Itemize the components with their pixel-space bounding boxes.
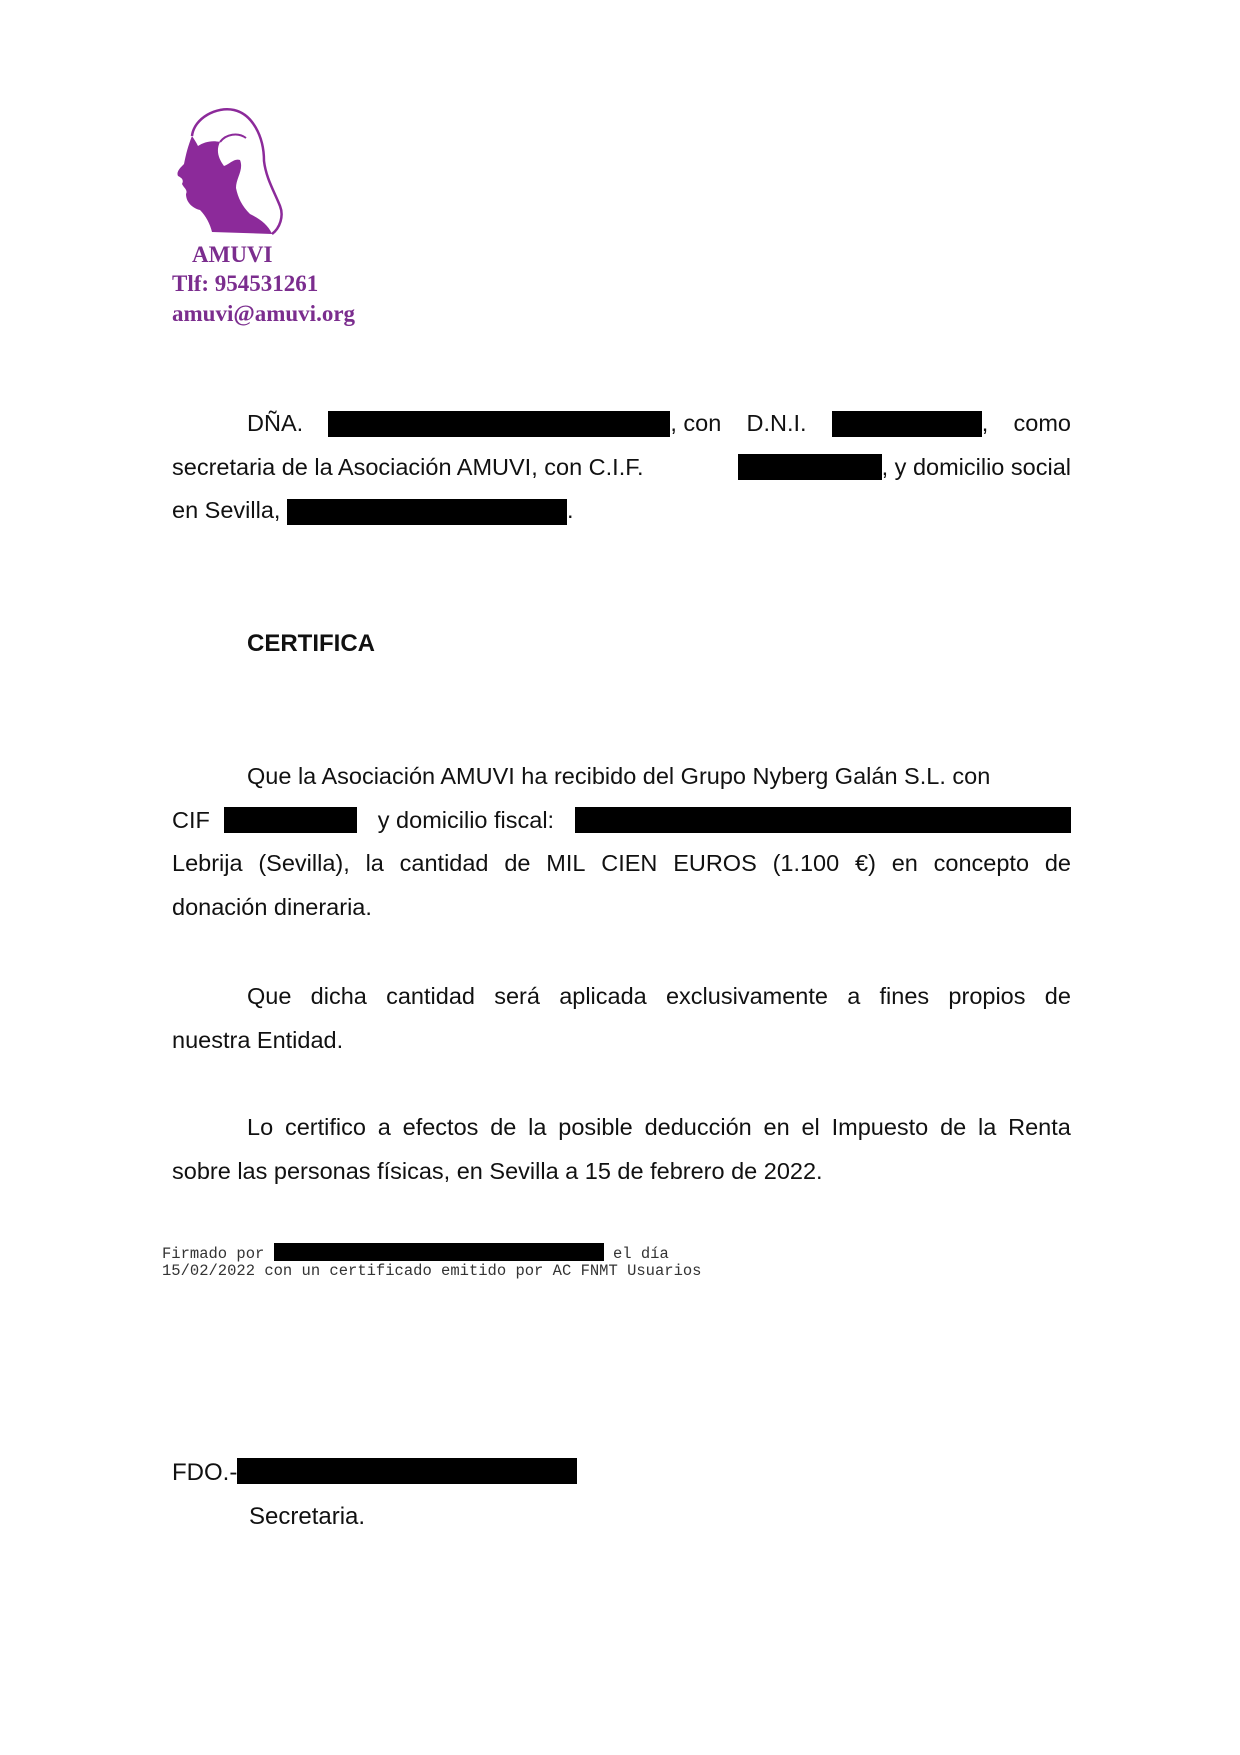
word: Impuesto — [831, 1114, 929, 1140]
intro-line-3 — [172, 489, 1071, 533]
word: dicha — [310, 983, 367, 1009]
body3-line-1 — [172, 1106, 1071, 1150]
body-paragraph-3 — [172, 1106, 1071, 1193]
redacted-dni — [832, 411, 982, 437]
body1-line-2 — [172, 799, 1071, 843]
donor-cif-group — [172, 799, 357, 843]
word: de — [1044, 850, 1071, 876]
text-cif: CIF — [172, 806, 210, 833]
word: concepto — [933, 850, 1030, 876]
word: Renta — [1008, 1114, 1071, 1140]
redacted-cif — [738, 454, 882, 480]
redacted-signatory — [237, 1458, 577, 1484]
word: aplicada — [559, 983, 647, 1009]
text-fdo: FDO.- — [172, 1459, 238, 1486]
org-name: AMUVI — [192, 242, 273, 267]
word: en — [763, 1114, 790, 1140]
word: efectos — [402, 1114, 479, 1140]
body2-line-2: nuestra Entidad. — [172, 1026, 344, 1053]
body1-line-1: Que la Asociación AMUVI ha recibido del Grupo Nyberg Galán S.L. con — [247, 763, 991, 789]
intro-line-1 — [172, 402, 1071, 446]
word: a — [377, 1114, 391, 1140]
word: de — [1044, 983, 1071, 1009]
org-phone: Tlf: 954531261 — [172, 271, 319, 296]
word: (Sevilla), — [258, 850, 350, 876]
text-comma: , — [981, 410, 989, 436]
word: cantidad — [386, 983, 475, 1009]
redacted-name — [328, 411, 670, 437]
word: (1.100 — [772, 850, 840, 876]
body3-line-2: sobre las personas físicas, en Sevilla a 15 de febrero de 2022. — [172, 1157, 823, 1184]
word: exclusivamente — [665, 983, 828, 1009]
word: de — [504, 850, 531, 876]
body1-line-4: donación dineraria. — [172, 893, 372, 920]
word: CIEN — [601, 850, 658, 876]
body1-line-3 — [172, 842, 1071, 886]
certifica-heading: CERTIFICA — [247, 630, 375, 657]
word: EUROS — [673, 850, 757, 876]
woman-profile-logo-icon — [172, 106, 292, 238]
redacted-donor-address — [575, 807, 1071, 833]
text-domicilio-fiscal: y domicilio fiscal: — [377, 806, 555, 833]
body2-line-1 — [172, 975, 1071, 1019]
signature-line-1: Firmado por el día — [162, 1245, 669, 1263]
word: propios — [948, 983, 1026, 1009]
signature-line-2: 15/02/2022 con un certificado emitido por AC FNMT Usuarios — [162, 1262, 702, 1280]
word: de — [940, 1114, 967, 1140]
cif-group — [738, 446, 1071, 490]
word: será — [494, 983, 540, 1009]
redacted-signer — [274, 1243, 604, 1261]
intro-line-2 — [172, 446, 1071, 490]
word: cantidad — [399, 850, 489, 876]
word: a — [847, 983, 861, 1009]
word: Que — [247, 983, 292, 1009]
text-domicilio: , y domicilio social — [881, 453, 1071, 480]
word: €) — [855, 850, 876, 876]
body-paragraph-2 — [172, 975, 1071, 1062]
text-secretaria: secretaria de la Asociación AMUVI, con C.I.F. — [172, 453, 644, 480]
text-sevilla: en Sevilla, — [172, 497, 281, 523]
word: la — [365, 850, 384, 876]
digital-signature-stamp — [162, 1243, 702, 1280]
body-paragraph-1 — [172, 755, 1071, 929]
signatory-role: Secretaria. — [249, 1503, 366, 1530]
text-como: como — [1013, 410, 1071, 436]
redacted-donor-cif — [224, 807, 357, 833]
text-dni: D.N.I. — [746, 410, 807, 436]
dni-group — [832, 402, 989, 446]
word: fines — [879, 983, 930, 1009]
word: deducción — [644, 1114, 752, 1140]
word: la — [978, 1114, 997, 1140]
text-con: , con — [670, 410, 722, 436]
name-group — [328, 402, 721, 446]
word: en — [891, 850, 918, 876]
word: la — [528, 1114, 547, 1140]
redacted-address — [287, 499, 567, 525]
word: certifico — [284, 1114, 366, 1140]
word: Lo — [247, 1114, 274, 1140]
text-period: . — [566, 497, 574, 523]
word: Lebrija — [172, 850, 243, 876]
org-email: amuvi@amuvi.org — [172, 301, 356, 326]
word: posible — [558, 1114, 633, 1140]
word: el — [801, 1114, 820, 1140]
word: MIL — [546, 850, 586, 876]
intro-paragraph — [172, 402, 1071, 533]
word: de — [490, 1114, 517, 1140]
signoff-line — [172, 1458, 577, 1487]
text-dna: DÑA. — [247, 410, 304, 436]
